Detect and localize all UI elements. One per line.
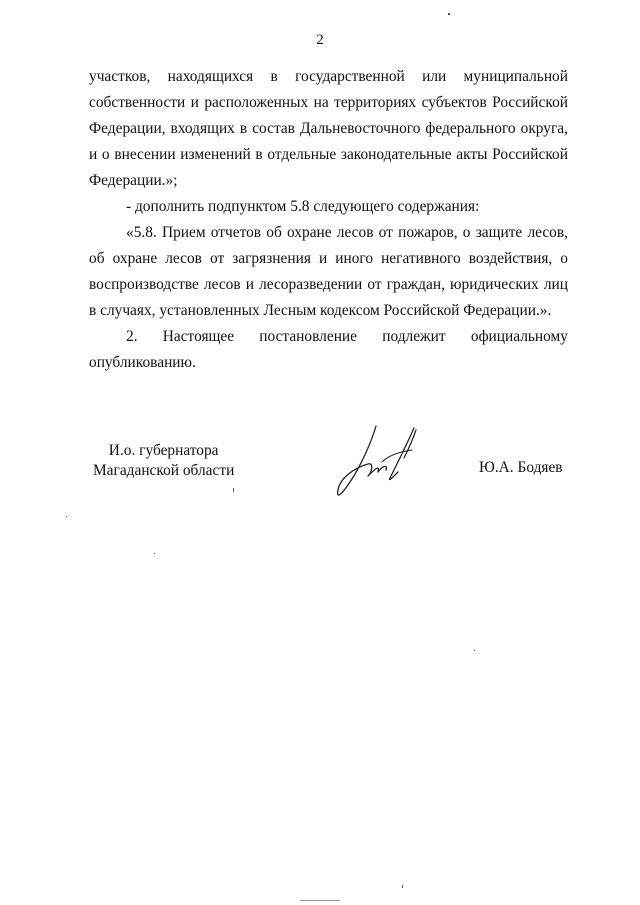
paragraph-publication: 2. Настоящее постановление подлежит официальному опубликованию. — [89, 328, 568, 371]
scan-speck — [402, 885, 403, 888]
scan-speck — [233, 488, 234, 492]
signatory-position — [93, 441, 234, 481]
page-number: 2 — [316, 32, 324, 48]
paragraph-continuation: участков, находящихся в государственной или муниципальной собственности и расположенных на территориях субъектов Российской Федерации, входящих в состав Дальневосточного федерального округа, и о внесении изменений в отдельные законодательные акты Российской Федерации.»; — [89, 68, 568, 189]
scan-speck — [448, 13, 450, 15]
scan-speck — [154, 553, 155, 554]
signer-name: Ю.А. Бодяев — [479, 459, 563, 476]
signatory-position-line-1: И.о. губернатора — [108, 442, 219, 459]
handwritten-signature — [328, 420, 428, 505]
scan-speck — [66, 516, 67, 517]
document-body — [89, 64, 568, 376]
paragraph-subclause-5-8: «5.8. Прием отчетов об охране лесов от пожаров, о защите лесов, об охране лесов от загрязнения и иного негативного воздействия, о воспроизводстве лесов и лесоразведении от граждан, юридических лиц в случаях, установленных Лесным кодексом Российской Федерации.». — [89, 224, 568, 319]
scan-speck — [474, 650, 475, 651]
paragraph-amendment-intro: - дополнить подпунктом 5.8 следующего содержания: — [126, 198, 480, 215]
scan-speck — [300, 900, 340, 901]
signatory-position-line-2: Магаданской области — [93, 462, 235, 479]
